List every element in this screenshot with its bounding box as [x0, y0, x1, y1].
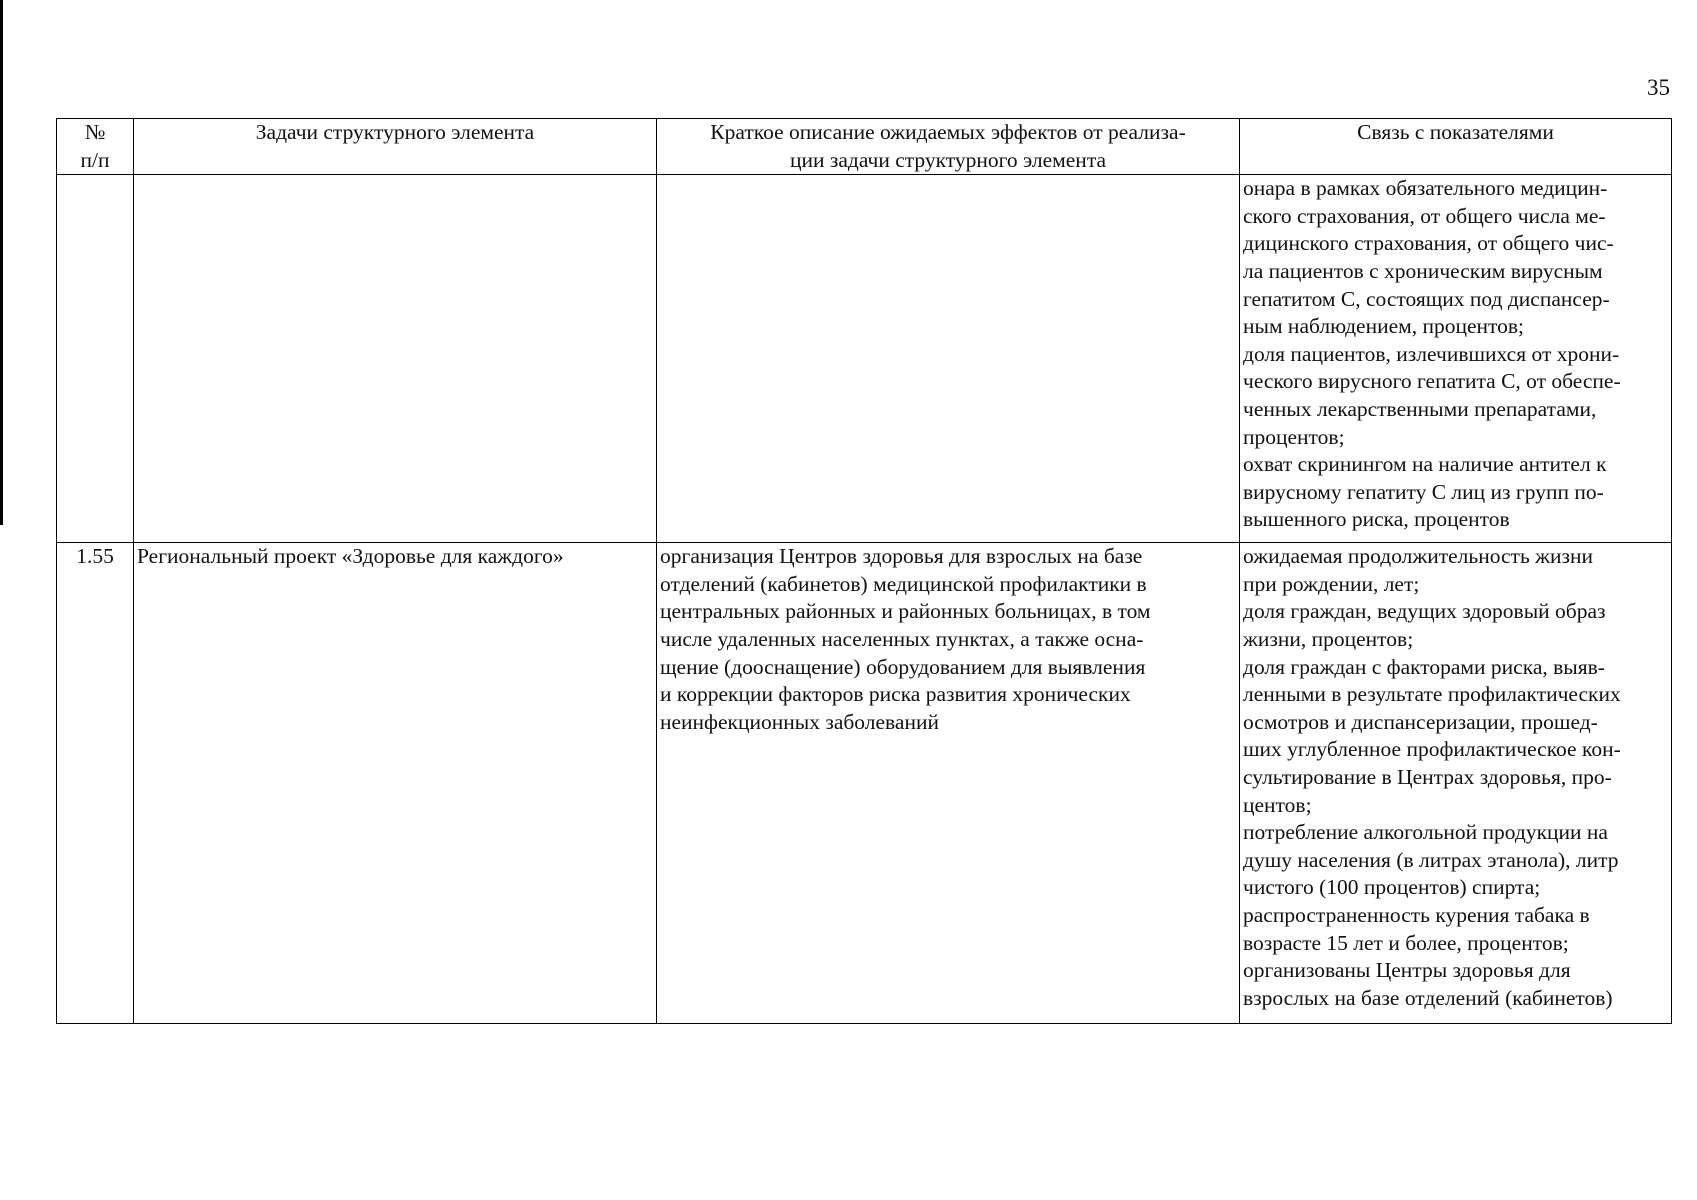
header-task [134, 119, 657, 175]
link-line: чистого (100 процентов) спирта; [1243, 875, 1541, 900]
link-line: процентов; [1243, 424, 1345, 449]
link-line: ченных лекарственными препаратами, [1243, 396, 1597, 421]
header-num [57, 119, 134, 175]
link-line: потребление алкогольной продукции на [1243, 820, 1608, 845]
page-number: 35 [1647, 75, 1670, 100]
description-line: и коррекции факторов риска развития хронических [660, 682, 1131, 707]
link-line: охват скринингом на наличие антител к [1243, 452, 1607, 477]
link-line: ленными в результате профилактических [1243, 682, 1621, 707]
link-line: ших углубленное профилактическое кон- [1243, 737, 1621, 762]
link-line: доля пациентов, излечившихся от хрони- [1243, 341, 1620, 366]
link-line: вышенного риска, процентов [1243, 507, 1510, 532]
cell-description [657, 175, 1240, 543]
task-line: Региональный проект «Здоровье для каждого» [137, 544, 564, 569]
link-line: центов; [1243, 792, 1312, 817]
header-num-line: п/п [80, 147, 110, 172]
link-line: возрасте 15 лет и более, процентов; [1243, 930, 1569, 955]
cell-task [134, 175, 657, 543]
link-line: онара в рамках обязательного медицин- [1243, 176, 1608, 201]
header-description-line: ции задачи структурного элемента [789, 147, 1107, 172]
description-line: отделений (кабинетов) медицинской профилактики в [660, 571, 1147, 596]
link-line: ческого вирусного гепатита С, от обеспе- [1243, 369, 1621, 394]
header-num-line: № [84, 120, 106, 144]
link-line: осмотров и диспансеризации, прошед- [1243, 709, 1598, 734]
link-line: душу населения (в литрах этанола), литр [1243, 847, 1619, 872]
link-line: организованы Центры здоровья для [1243, 958, 1571, 983]
link-line: вирусному гепатиту С лиц из групп по- [1243, 479, 1604, 504]
link-line: при рождении, лет; [1243, 571, 1420, 596]
link-line: дицинского страхования, от общего чис- [1243, 231, 1614, 256]
description-line: организация Центров здоровья для взрослых на базе [660, 544, 1143, 569]
link-line: распространенность курения табака в [1243, 902, 1590, 927]
description-line: неинфекционных заболеваний [660, 709, 939, 734]
table-row [57, 543, 1672, 1024]
scan-edge-line [0, 0, 3, 525]
cell-link [1240, 543, 1672, 1024]
link-line: жизни, процентов; [1243, 626, 1414, 651]
header-description [657, 119, 1240, 175]
table-row [57, 175, 1672, 543]
cell-description [657, 543, 1240, 1024]
cell-num [57, 175, 134, 543]
link-line: доля граждан с факторами риска, выяв- [1243, 654, 1605, 679]
link-line: ского страхования, от общего числа ме- [1243, 203, 1606, 228]
tasks-table [56, 118, 1672, 1024]
link-line: ожидаемая продолжительность жизни [1243, 544, 1593, 569]
cell-link [1240, 175, 1672, 543]
header-link-line: Связь с показателями [1357, 120, 1554, 144]
description-line: числе удаленных населенных пунктах, а также осна- [660, 626, 1144, 651]
cell-task [134, 543, 657, 1024]
link-line: ным наблюдением, процентов; [1243, 314, 1525, 339]
table-header-row [57, 119, 1672, 175]
cell-num: 1.55 [57, 543, 134, 1024]
link-line: сультирование в Центрах здоровья, про- [1243, 764, 1612, 789]
header-link [1240, 119, 1672, 175]
link-line: ла пациентов с хроническим вирусным [1243, 258, 1603, 283]
header-task-line: Задачи структурного элемента [255, 120, 535, 144]
link-line: доля граждан, ведущих здоровый образ [1243, 599, 1606, 624]
description-line: центральных районных и районных больницах, в том [660, 599, 1151, 624]
description-line: щение (дооснащение) оборудованием для выявления [660, 654, 1146, 679]
link-line: взрослых на базе отделений (кабинетов) [1243, 985, 1613, 1010]
link-line: гепатитом С, состоящих под диспансер- [1243, 286, 1610, 311]
header-description-line: Краткое описание ожидаемых эффектов от реализа- [710, 120, 1186, 144]
